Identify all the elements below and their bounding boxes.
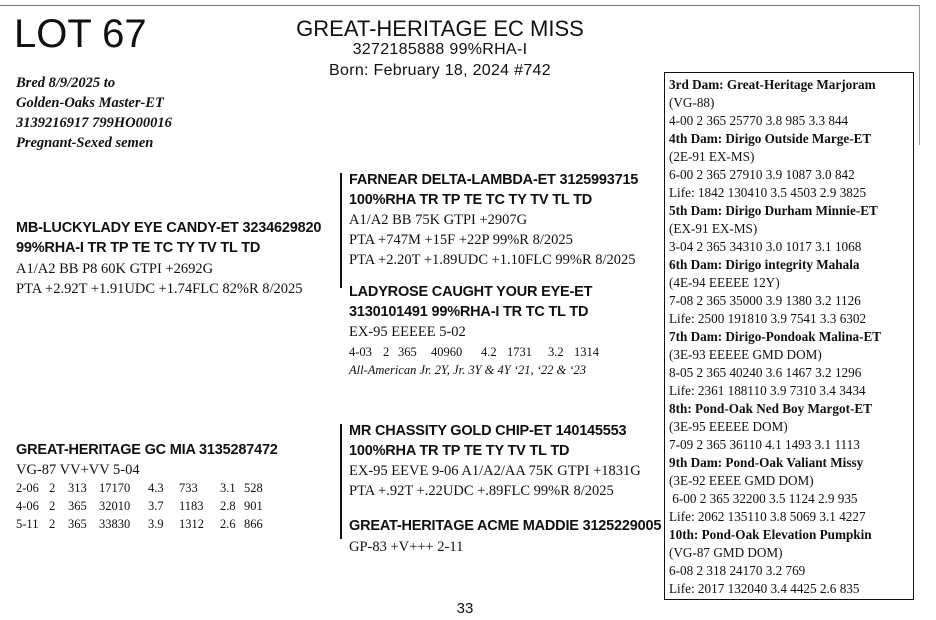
record-fat: 1183: [179, 499, 204, 513]
dam-4-title: 4th Dam: Dirigo Outside Marge-ET: [669, 131, 872, 146]
record-fat: 733: [179, 481, 198, 495]
dam-sire-name: MR CHASSITY GOLD CHIP-ET 140145553: [349, 423, 627, 439]
dam-name: GREAT-HERITAGE GC MIA 3135287472: [16, 442, 278, 458]
dam-sire-classification: EX-95 EEVE 9-06 A1/A2/AA 75K GTPI +1831G: [349, 463, 641, 479]
sire-name: MB-LUCKYLADY EYE CANDY-ET 3234629820: [16, 220, 322, 236]
dam-6-lifetime: Life: 2500 191810 3.9 7541 3.3 6302: [669, 311, 867, 326]
dam-9-lifetime: Life: 2062 135110 3.8 5069 3.1 4227: [669, 509, 866, 524]
dam-7-class: (3E-93 EEEEE GMD DOM): [669, 347, 822, 362]
sire-dam-awards: All-American Jr. 2Y, Jr. 3Y & 4Y ‘21, ‘22 & ‘23: [349, 363, 587, 377]
dam-10-title: 10th: Pond-Oak Elevation Pumpkin: [669, 527, 872, 542]
dam-sire-pta: PTA +.92T +.22UDC +.89FLC 99%R 8/2025: [349, 483, 614, 499]
record-milk: 32010: [99, 499, 131, 513]
top-rule: [0, 5, 920, 6]
record-fat-pct: 4.3: [148, 481, 164, 495]
dam-7-title: 7th Dam: Dirigo-Pondoak Malina-ET: [669, 329, 882, 344]
record-protein: 528: [244, 481, 263, 495]
dam-6-class: (4E-94 EEEEE 12Y): [669, 275, 780, 290]
sire-dam-record: [349, 345, 599, 360]
dam-3-record: 4-00 2 365 25770 3.8 985 3.3 844: [669, 113, 849, 128]
record-milkings: 2: [49, 517, 56, 531]
record-milkings: 2: [383, 345, 390, 359]
breeding-info: [16, 73, 172, 153]
dam-classification: VG-87 VV+VV 5-04: [16, 462, 140, 478]
dam-7-lifetime: Life: 2361 188110 3.9 7310 3.4 3434: [669, 383, 866, 398]
record-age: 4-03: [349, 345, 372, 359]
bred-date: Bred 8/9/2025 to: [16, 75, 116, 91]
record-protein-pct: 2.6: [220, 517, 236, 531]
bred-sire: Golden-Oaks Master-ET: [16, 95, 164, 111]
dam-7-record: 8-05 2 365 40240 3.6 1467 3.2 1296: [669, 365, 862, 380]
cow-id: 3272185888 99%RHA-I: [352, 41, 528, 58]
dam-record: [16, 499, 263, 514]
dam-5-title: 5th Dam: Dirigo Durham Minnie-ET: [669, 203, 878, 218]
record-age: 5-11: [16, 517, 39, 531]
dam-8-record: 7-09 2 365 36110 4.1 1493 3.1 1113: [669, 437, 860, 452]
record-fat: 1731: [507, 345, 532, 359]
page-number: 33: [456, 600, 474, 617]
record-milkings: 2: [49, 481, 56, 495]
cow-born: Born: February 18, 2024 #742: [329, 62, 551, 79]
dam-8-class: (3E-95 EEEEE DOM): [669, 419, 788, 434]
sire-breed-codes: 99%RHA-I TR TP TE TC TY TV TL TD: [16, 240, 261, 256]
record-days: 365: [68, 499, 87, 513]
dam-bracket: [340, 424, 342, 539]
dam-record: [16, 481, 263, 496]
dam-5-class: (EX-91 EX-MS): [669, 221, 758, 236]
record-fat-pct: 3.7: [148, 499, 164, 513]
record-fat: 1312: [179, 517, 204, 531]
record-protein: 866: [244, 517, 263, 531]
sire-sire-breed-codes: 100%RHA TR TP TE TC TY TV TL TD: [349, 192, 593, 208]
sire-dam-name: LADYROSE CAUGHT YOUR EYE-ET: [349, 284, 593, 300]
dam-4-record: 6-00 2 365 27910 3.9 1087 3.0 842: [669, 167, 855, 182]
dam-9-class: (3E-92 EEEE GMD DOM): [669, 473, 814, 488]
sire-dam-classification: EX-95 EEEEE 5-02: [349, 324, 466, 340]
record-milk: 40960: [431, 345, 463, 359]
record-age: 4-06: [16, 499, 39, 513]
record-fat-pct: 3.9: [148, 517, 164, 531]
right-rule: [919, 5, 920, 145]
record-protein-pct: 3.1: [220, 481, 236, 495]
record-days: 365: [68, 517, 87, 531]
record-days: 365: [398, 345, 417, 359]
record-protein: 901: [244, 499, 263, 513]
sire-pta: PTA +2.92T +1.91UDC +1.74FLC 82%R 8/2025: [16, 281, 303, 297]
sire-genomics: A1/A2 BB P8 60K GTPI +2692G: [16, 261, 214, 277]
record-days: 313: [68, 481, 87, 495]
record-milk: 33830: [99, 517, 131, 531]
record-milkings: 2: [49, 499, 56, 513]
dam-10-lifetime: Life: 2017 132040 3.4 4425 2.6 835: [669, 581, 860, 596]
dam-record: [16, 517, 263, 532]
dam-6-record: 7-08 2 365 35000 3.9 1380 3.2 1126: [669, 293, 861, 308]
dam-dam-name: GREAT-HERITAGE ACME MADDIE 3125229005: [349, 518, 662, 534]
sire-bracket: [340, 173, 342, 288]
cow-name: GREAT-HERITAGE EC MISS: [296, 16, 584, 41]
sire-sire-pta-production: PTA +747M +15F +22P 99%R 8/2025: [349, 232, 573, 248]
dam-5-record: 3-04 2 365 34310 3.0 1017 3.1 1068: [669, 239, 862, 254]
record-protein: 1314: [574, 345, 599, 359]
dam-10-record: 6-08 2 318 24170 3.2 769: [669, 563, 806, 578]
sire-dam-id: 3130101491 99%RHA-I TR TC TL TD: [349, 304, 589, 320]
sire-sire-name: FARNEAR DELTA-LAMBDA-ET 3125993715: [349, 172, 639, 188]
dam-9-title: 9th Dam: Pond-Oak Valiant Missy: [669, 455, 864, 470]
dam-9-record: 6-00 2 365 32200 3.5 1124 2.9 935: [669, 491, 858, 506]
dam-10-class: (VG-87 GMD DOM): [669, 545, 783, 560]
dam-sire-breed-codes: 100%RHA TR TP TE TY TV TL TD: [349, 443, 570, 459]
record-protein-pct: 3.2: [548, 345, 564, 359]
dam-8-title: 8th: Pond-Oak Ned Boy Margot-ET: [669, 401, 872, 416]
lot-number: LOT 67: [14, 12, 147, 56]
record-milk: 17170: [99, 481, 131, 495]
record-fat-pct: 4.2: [481, 345, 497, 359]
dam-6-title: 6th Dam: Dirigo integrity Mahala: [669, 257, 860, 272]
dam-4-lifetime: Life: 1842 130410 3.5 4503 2.9 3825: [669, 185, 867, 200]
sire-sire-genomics: A1/A2 BB 75K GTPI +2907G: [349, 212, 528, 228]
bred-sire-id: 3139216917 799HO00016: [16, 115, 172, 131]
dam-dam-classification: GP-83 +V+++ 2-11: [349, 539, 464, 555]
dam-3-class: (VG-88): [669, 95, 715, 110]
pregnancy-status: Pregnant-Sexed semen: [16, 135, 154, 151]
sire-sire-pta-type: PTA +2.20T +1.89UDC +1.10FLC 99%R 8/2025: [349, 252, 636, 268]
record-age: 2-06: [16, 481, 39, 495]
record-protein-pct: 2.8: [220, 499, 236, 513]
dam-4-class: (2E-91 EX-MS): [669, 149, 755, 164]
dam-3-title: 3rd Dam: Great-Heritage Marjoram: [669, 77, 876, 92]
